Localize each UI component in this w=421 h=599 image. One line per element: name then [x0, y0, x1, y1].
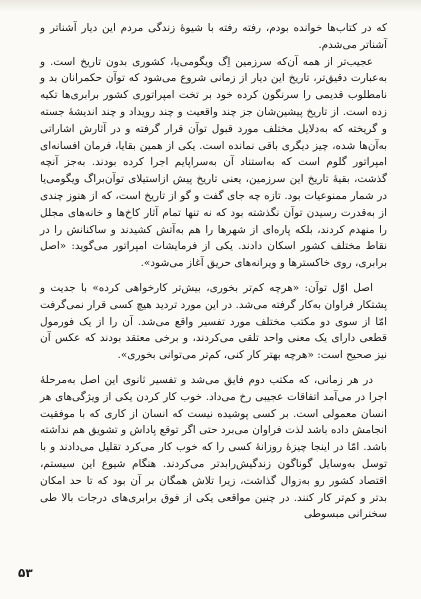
paragraph-3: اصل اوّل توآن: «هرچه کم‌تر بخوری، بیش‌تر کارخواهی کرده» با جدیت و پشتکار فراوان به‌کار گرفته می‌شد. در این مورد تردید هیچ کسی قرار نمی‌گرفت امّا از سوی دو مکتب مختلف مورد تفسیر واقع می‌شد. آن را از یک فورمول قطعی دارای یک معنی واحد تلقی می‌کردند، و برخی معتقد بودند که عکس آن نیز صحیح است: «هرچه بهتر کار کنی، کم‌تر می‌توانی بخوری». — [40, 281, 387, 362]
paragraph-2: عجیب‌تر از همه آن‌که سرزمین اِگ ویگومی‌یا، کشوری بدون تاریخ است. و به‌عبارت دقیق‌تر، تاریخ این دیار از زمانی شروع می‌شود که توآن حکمرانان بد و نامطلوب قدیمی را سرنگون کرده خود بر تخت امپراتوری کشور برابری‌ها تکیه زده است. از تاریخ پیشین‌شان جز چند واقعیت و چند رویداد و چند اندیشهٔ جسته و گریخته که به‌دلایل مختلف مورد قبول توآن قرار گرفته و در آثارش اشاراتی به‌آن‌ها شده، چیز دیگری باقی نمانده است. یکی از همین بقایا، فرمان افسانه‌ای امپراتور گلوم است که به‌استناد آن به‌سراپایم اجرا کرده بودند. به‌جز آنچه گذشت، بقیهٔ تاریخ این سرزمین، یعنی تاریخ پیش ازاستیلای توآن‌براگ ویگومی‌یا در شمار ممنوعیات بود. تازه چه جای گفت و گو از تاریخ است، که از هنوز چندی از به‌قدرت رسیدن توآن نگذشته بود که نه تنها تمام آثار کاخ‌ها و خانه‌های مجلل را منهدم کردند، بلکه پاره‌ای از شهرها را هم به‌آتش کشیدند و ساکنانش را در نقاط مختلف کشور اسکان دادند. یکی از فرمایشات امپراتور می‌گوید: «اصل برابری، روی خاکسترها و ویرانه‌های حریق آغاز می‌شود». — [40, 55, 387, 270]
page-body — [40, 20, 387, 523]
page-number: ۵۳ — [18, 566, 33, 580]
paragraph-1: که در کتاب‌ها خوانده بودم، رفته رفته با شیوهٔ زندگی مردم این دیار آشناتر و آشناتر می‌شدم. — [40, 22, 387, 51]
paragraph-4: در هر زمانی، که مکتب دوم فایق می‌شد و تفسیر ثانوی این اصل به‌مرحلهٔ اجرا در می‌آمد اتفاقات عجیبی رخ می‌داد. خوب کار کردن یکی از ویژگی‌های هر انسان معمولی است. بر کسی پوشیده نیست که انسان از کاری که با موفقیت انجامش داده باشد لذت فراوان می‌برد حتی اگر توقع پاداش و تشویق هم نداشته باشد. امّا در اینجا چیزهٔ روزانهٔ کسی را که خوب کار می‌کرد تقلیل می‌دادند و با توسل به‌وسایل گوناگون زندگیش‌رابدتر می‌کردند. هنگام شیوع این سیستم، اقتصاد کشور رو به‌زوال گذاشت، زیرا تلاش همگان بر آن بود که تا حد امکان بدتر و کم‌تر کار کنند. در چنین مواقعی یکی از فوق برابری‌های درجات بالا طی سخنرانی مبسوطی — [40, 373, 387, 521]
page-top-shadow — [0, 0, 421, 12]
